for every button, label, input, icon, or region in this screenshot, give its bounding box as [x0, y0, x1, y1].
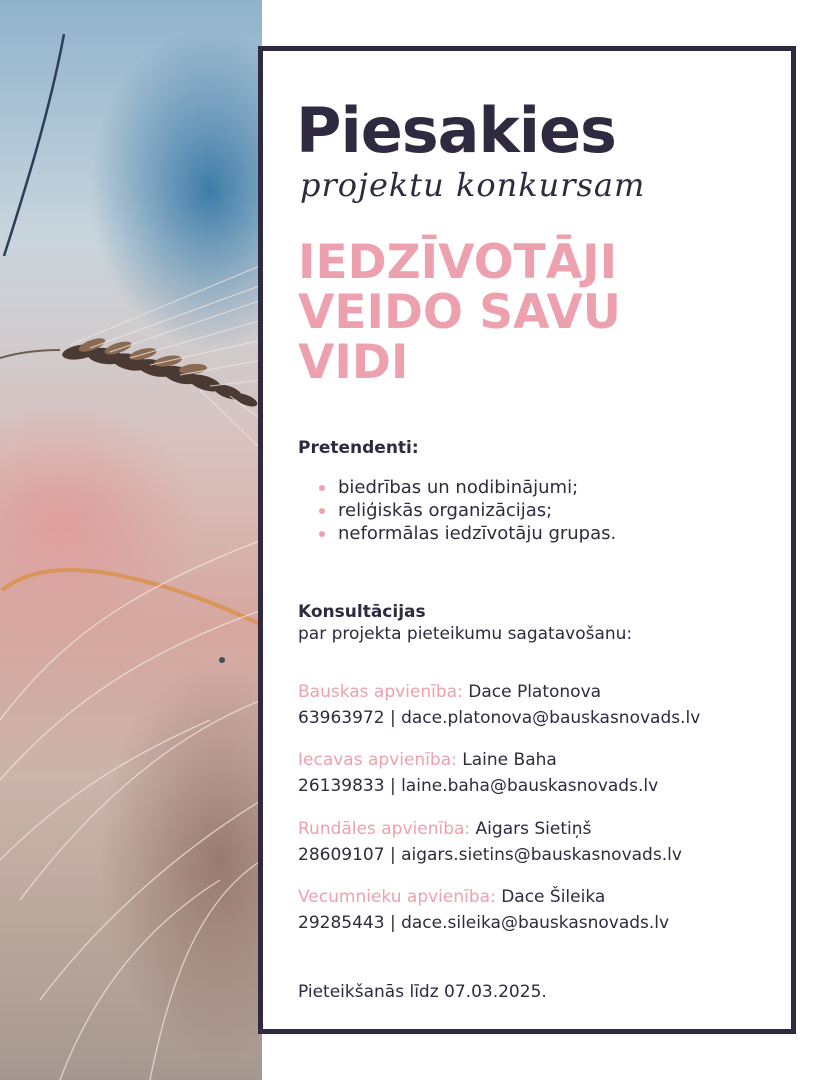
- contact-phone[interactable]: 28609107: [298, 845, 385, 865]
- contact-phone[interactable]: 26139833: [298, 776, 385, 796]
- contact-name: Aigars Sietiņš: [475, 819, 592, 839]
- contact-region: Iecavas apvienība:: [298, 750, 457, 770]
- contact-block-rundale: [298, 816, 682, 868]
- contact-email[interactable]: dace.sileika@bauskasnovads.lv: [401, 913, 670, 933]
- subtitle: projektu konkursam: [300, 166, 646, 204]
- contact-email[interactable]: aigars.sietins@bauskasnovads.lv: [401, 845, 682, 865]
- contact-block-vecumnieki: [298, 884, 669, 936]
- list-item: neformālas iedzīvotāju grupas.: [298, 522, 616, 545]
- contact-name: Dace Platonova: [468, 682, 602, 702]
- contact-name: Dace Šileika: [501, 887, 606, 907]
- contact-separator: |: [389, 913, 396, 933]
- headline-line-2: VEIDO SAVU: [298, 285, 621, 340]
- contact-name: Laine Baha: [462, 750, 557, 770]
- contact-phone[interactable]: 29285443: [298, 913, 385, 933]
- application-deadline: Pieteikšanās līdz 07.03.2025.: [298, 982, 547, 1002]
- page-title: Piesakies: [296, 94, 616, 167]
- contact-separator: |: [389, 708, 396, 728]
- contact-block-iecava: [298, 747, 658, 799]
- consultations-label: Konsultācijas: [298, 602, 426, 622]
- contact-email[interactable]: laine.baha@bauskasnovads.lv: [401, 776, 659, 796]
- contact-phone[interactable]: 63963972: [298, 708, 385, 728]
- list-item: reliģiskās organizācijas;: [298, 499, 616, 522]
- contact-separator: |: [389, 845, 396, 865]
- wheat-photo: [0, 0, 262, 1080]
- consultations-sublabel: par projekta pieteikumu sagatavošanu:: [298, 624, 633, 644]
- list-item: biedrības un nodibinājumi;: [298, 476, 616, 499]
- contact-region: Bauskas apvienība:: [298, 682, 463, 702]
- headline: [298, 235, 778, 390]
- wheat-illustration: [0, 0, 262, 1080]
- contact-separator: |: [389, 776, 396, 796]
- applicants-list: [298, 476, 616, 545]
- contact-email[interactable]: dace.platonova@bauskasnovads.lv: [401, 708, 701, 728]
- contact-region: Vecumnieku apvienība:: [298, 887, 496, 907]
- applicants-label: Pretendenti:: [298, 438, 419, 458]
- headline-line-1: IEDZĪVOTĀJI: [298, 235, 618, 290]
- contact-region: Rundāles apvienība:: [298, 819, 471, 839]
- headline-line-3: VIDI: [298, 335, 409, 390]
- contact-block-bauska: [298, 679, 700, 731]
